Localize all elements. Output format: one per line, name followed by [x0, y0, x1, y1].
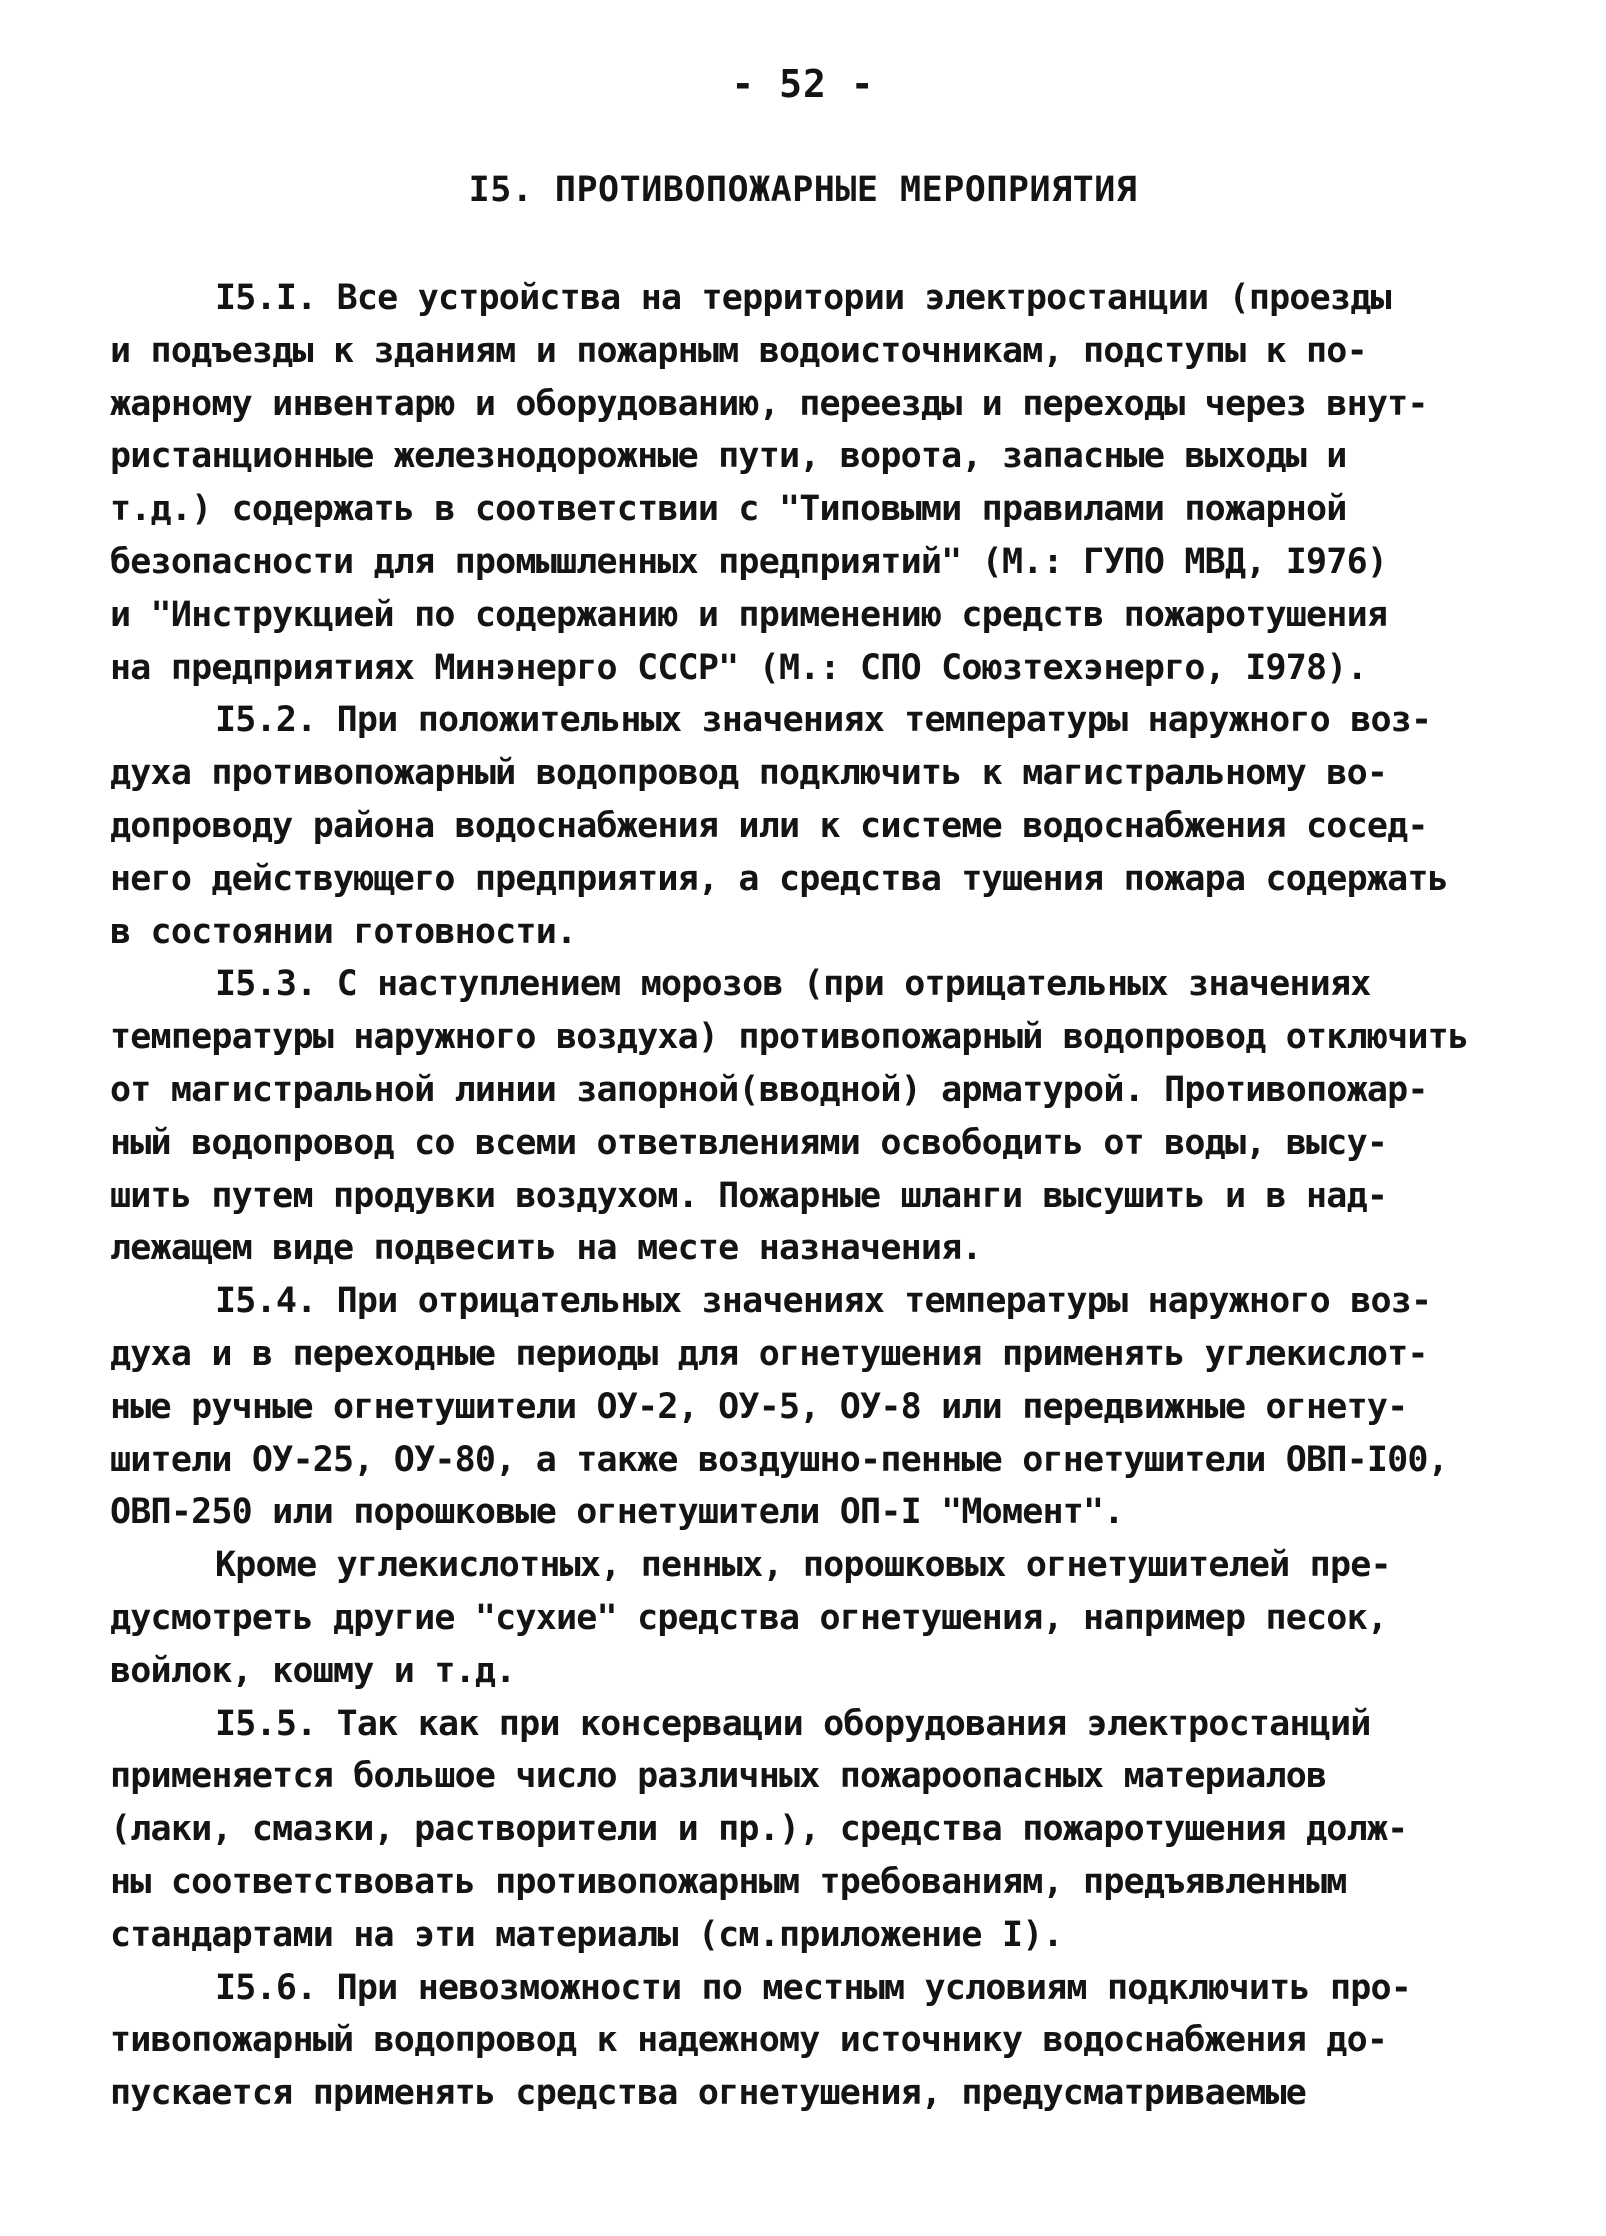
- text-line: шители ОУ-25, ОУ-80, а также воздушно-пенные огнетушители ОВП-I00,: [110, 1439, 1448, 1480]
- text-line: стандартами на эти материалы (см.приложение I).: [110, 1914, 1063, 1955]
- text-line: I5.3. С наступлением морозов (при отрицательных значениях: [215, 964, 1371, 1005]
- text-line: лежащем виде подвесить на месте назначения.: [110, 1228, 982, 1269]
- text-line: духа противопожарный водопровод подключить к магистральному во-: [110, 753, 1388, 794]
- text-line: жарному инвентарю и оборудованию, переезды и переходы через внут-: [110, 383, 1428, 424]
- text-line: и подъезды к зданиям и пожарным водоисточникам, подступы к по-: [110, 330, 1367, 371]
- text-line: I5.6. При невозможности по местным условиям подключить про-: [215, 1967, 1412, 2008]
- text-line: пускается применять средства огнетушения, предусматриваемые: [110, 2073, 1307, 2114]
- text-line: т.д.) содержать в соответствии с "Типовыми правилами пожарной: [110, 489, 1347, 530]
- text-line: войлок, кошму и т.д.: [110, 1650, 516, 1691]
- text-line: Кроме углекислотных, пенных, порошковых огнетушителей пре-: [215, 1545, 1391, 1586]
- text-line: I5.I. Все устройства на территории электростанции (проезды: [215, 278, 1391, 318]
- page-number: - 52 -: [731, 62, 875, 106]
- text-line: температуры наружного воздуха) противопожарный водопровод отключить: [110, 1017, 1469, 1058]
- text-line: I5.4. При отрицательных значениях температуры наружного воз-: [215, 1281, 1432, 1322]
- text-line: I5.5. Так как при консервации оборудования электростанций: [215, 1703, 1371, 1744]
- text-line: дусмотреть другие "сухие" средства огнетушения, например песок,: [110, 1597, 1388, 1638]
- text-line: и "Инструкцией по содержанию и применению средств пожаротушения: [110, 594, 1388, 635]
- text-line: (лаки, смазки, растворители и пр.), средства пожаротушения долж-: [110, 1809, 1408, 1850]
- text-line: ристанционные железнодорожные пути, ворота, запасные выходы и: [110, 436, 1347, 477]
- text-line: I5.2. При положительных значениях температуры наружного воз-: [215, 700, 1432, 741]
- text-line: ный водопровод со всеми ответвлениями освободить от воды, высу-: [110, 1122, 1388, 1163]
- text-line: безопасности для промышленных предприятий" (М.: ГУПО МВД, I976): [110, 541, 1388, 582]
- text-line: тивопожарный водопровод к надежному источнику водоснабжения до-: [110, 2020, 1388, 2061]
- text-line: от магистральной линии запорной(вводной) арматурой. Противопожар-: [110, 1069, 1428, 1110]
- body-text: [110, 272, 1530, 2120]
- text-line: шить путем продувки воздухом. Пожарные шланги высушить и в над-: [110, 1175, 1388, 1216]
- text-line: на предприятиях Минэнерго СССР" (М.: СПО Союзтехэнерго, I978).: [110, 647, 1367, 688]
- text-line: духа и в переходные периоды для огнетушения применять углекислот-: [110, 1333, 1428, 1374]
- text-line: допроводу района водоснабжения или к системе водоснабжения сосед-: [110, 805, 1428, 846]
- section-title: I5. ПРОТИВОПОЖАРНЫЕ МЕРОПРИЯТИЯ: [468, 170, 1138, 210]
- text-line: применяется большое число различных пожароопасных материалов: [110, 1756, 1327, 1797]
- text-line: в состоянии готовности.: [110, 911, 577, 952]
- text-line: ные ручные огнетушители ОУ-2, ОУ-5, ОУ-8 или передвижные огнету-: [110, 1386, 1408, 1427]
- text-line: ны соответствовать противопожарным требованиям, предъявленным: [110, 1861, 1347, 1902]
- text-line: ОВП-250 или порошковые огнетушители ОП-I "Момент".: [110, 1492, 1124, 1533]
- text-line: него действующего предприятия, а средства тушения пожара содержать: [110, 858, 1448, 899]
